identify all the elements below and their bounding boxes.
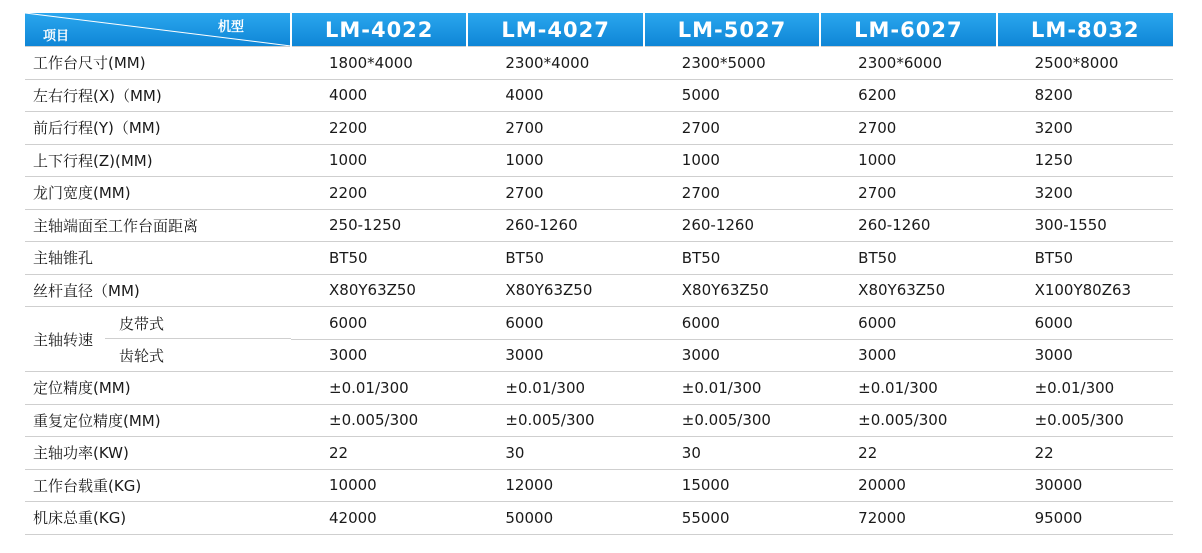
row-label: 主轴功率(KW) — [25, 437, 291, 470]
table-row — [25, 144, 1173, 177]
spec-value: BT50 — [820, 242, 996, 275]
spec-value: 6000 — [467, 307, 643, 340]
table-row — [25, 404, 1173, 437]
table-row — [25, 372, 1173, 405]
spec-value: ±0.005/300 — [820, 404, 996, 437]
row-label: 重复定位精度(MM) — [25, 404, 291, 437]
spec-value: 2700 — [644, 177, 820, 210]
spec-value: 22 — [291, 437, 467, 470]
spec-value: 260-1260 — [467, 209, 643, 242]
row-label: 主轴转速 — [33, 331, 94, 349]
spec-value: BT50 — [467, 242, 643, 275]
spec-value: X80Y63Z50 — [291, 274, 467, 307]
corner-item-label: 项目 — [43, 29, 70, 44]
corner-header-cell — [25, 13, 291, 47]
spec-value: 2700 — [820, 112, 996, 145]
row-label: 主轴端面至工作台面距离 — [25, 209, 291, 242]
spec-value: 2200 — [291, 177, 467, 210]
spec-value: 3000 — [820, 339, 996, 372]
spec-value: 2500*8000 — [997, 47, 1173, 80]
spec-value: 30 — [644, 437, 820, 470]
spec-value: 3000 — [291, 339, 467, 372]
spec-value: 1250 — [997, 144, 1173, 177]
spec-value: X100Y80Z63 — [997, 274, 1173, 307]
spec-value: 2700 — [467, 177, 643, 210]
spec-value: 2300*5000 — [644, 47, 820, 80]
spec-value: 2700 — [467, 112, 643, 145]
spec-value: X80Y63Z50 — [467, 274, 643, 307]
spec-value: 2700 — [820, 177, 996, 210]
sub-row-label: 皮带式 — [119, 315, 165, 333]
spec-value: X80Y63Z50 — [820, 274, 996, 307]
model-header: LM-4027 — [467, 13, 643, 47]
model-header: LM-6027 — [820, 13, 996, 47]
model-header: LM-5027 — [644, 13, 820, 47]
spec-value: BT50 — [997, 242, 1173, 275]
spindle-speed-group — [25, 307, 291, 372]
model-header: LM-4022 — [291, 13, 467, 47]
spec-value: 4000 — [467, 79, 643, 112]
spec-value: 22 — [820, 437, 996, 470]
row-label: 机床总重(KG) — [25, 502, 291, 535]
spec-value: ±0.01/300 — [291, 372, 467, 405]
spec-value: 4000 — [291, 79, 467, 112]
spec-value: 300-1550 — [997, 209, 1173, 242]
spec-value: ±0.005/300 — [997, 404, 1173, 437]
spec-value: BT50 — [644, 242, 820, 275]
row-label: 左右行程(X)（MM) — [25, 79, 291, 112]
spec-value: 10000 — [291, 469, 467, 502]
table-row — [25, 112, 1173, 145]
spec-value: 2700 — [644, 112, 820, 145]
spec-value: ±0.005/300 — [644, 404, 820, 437]
table-row — [25, 177, 1173, 210]
spec-value: 50000 — [467, 502, 643, 535]
spec-value: 6000 — [820, 307, 996, 340]
spec-value: 95000 — [997, 502, 1173, 535]
spec-value: 5000 — [644, 79, 820, 112]
spec-value: 6000 — [291, 307, 467, 340]
table-row — [25, 47, 1173, 80]
spec-value: 260-1260 — [820, 209, 996, 242]
spec-value: 6000 — [997, 307, 1173, 340]
spec-table-container — [25, 13, 1173, 535]
spec-value: 3200 — [997, 112, 1173, 145]
spec-value: X80Y63Z50 — [644, 274, 820, 307]
spec-value: 6000 — [644, 307, 820, 340]
spec-value: ±0.01/300 — [644, 372, 820, 405]
row-label: 上下行程(Z)(MM) — [25, 144, 291, 177]
spec-value: ±0.005/300 — [467, 404, 643, 437]
model-header: LM-8032 — [997, 13, 1173, 47]
row-label: 工作台尺寸(MM) — [25, 47, 291, 80]
table-row — [25, 274, 1173, 307]
table-row — [25, 79, 1173, 112]
spec-value: 2300*6000 — [820, 47, 996, 80]
spec-value: 72000 — [820, 502, 996, 535]
header-row — [25, 13, 1173, 47]
spec-value: ±0.005/300 — [291, 404, 467, 437]
row-label: 前后行程(Y)（MM) — [25, 112, 291, 145]
spec-value: 2300*4000 — [467, 47, 643, 80]
spec-value: ±0.01/300 — [467, 372, 643, 405]
spec-value: 3000 — [997, 339, 1173, 372]
corner-model-label: 机型 — [217, 20, 244, 35]
spec-value: 55000 — [644, 502, 820, 535]
spec-value: BT50 — [291, 242, 467, 275]
spec-value: 3000 — [467, 339, 643, 372]
spec-value: 30000 — [997, 469, 1173, 502]
spec-value: 1000 — [291, 144, 467, 177]
table-row — [25, 209, 1173, 242]
row-label: 定位精度(MM) — [25, 372, 291, 405]
spec-value: 1800*4000 — [291, 47, 467, 80]
row-label: 工作台载重(KG) — [25, 469, 291, 502]
table-row — [25, 437, 1173, 470]
spec-value: 3200 — [997, 177, 1173, 210]
spec-value: 6200 — [820, 79, 996, 112]
spec-value: ±0.01/300 — [820, 372, 996, 405]
sub-row-divider — [105, 338, 291, 339]
spec-value: 20000 — [820, 469, 996, 502]
spec-value: 1000 — [644, 144, 820, 177]
sub-row-label: 齿轮式 — [119, 347, 165, 365]
spec-value: 2200 — [291, 112, 467, 145]
table-row — [25, 307, 1173, 340]
spec-value: 8200 — [997, 79, 1173, 112]
table-row — [25, 502, 1173, 535]
spec-value: 260-1260 — [644, 209, 820, 242]
spec-value: 42000 — [291, 502, 467, 535]
spec-value: 1000 — [820, 144, 996, 177]
table-row — [25, 469, 1173, 502]
row-label: 丝杆直径（MM) — [25, 274, 291, 307]
spec-table — [25, 13, 1173, 535]
spec-value: 3000 — [644, 339, 820, 372]
spec-value: 12000 — [467, 469, 643, 502]
spec-value: 15000 — [644, 469, 820, 502]
spec-value: 30 — [467, 437, 643, 470]
spec-value: 22 — [997, 437, 1173, 470]
spec-value: ±0.01/300 — [997, 372, 1173, 405]
table-row — [25, 242, 1173, 275]
spec-value: 1000 — [467, 144, 643, 177]
row-label: 龙门宽度(MM) — [25, 177, 291, 210]
row-label: 主轴锥孔 — [25, 242, 291, 275]
spec-value: 250-1250 — [291, 209, 467, 242]
